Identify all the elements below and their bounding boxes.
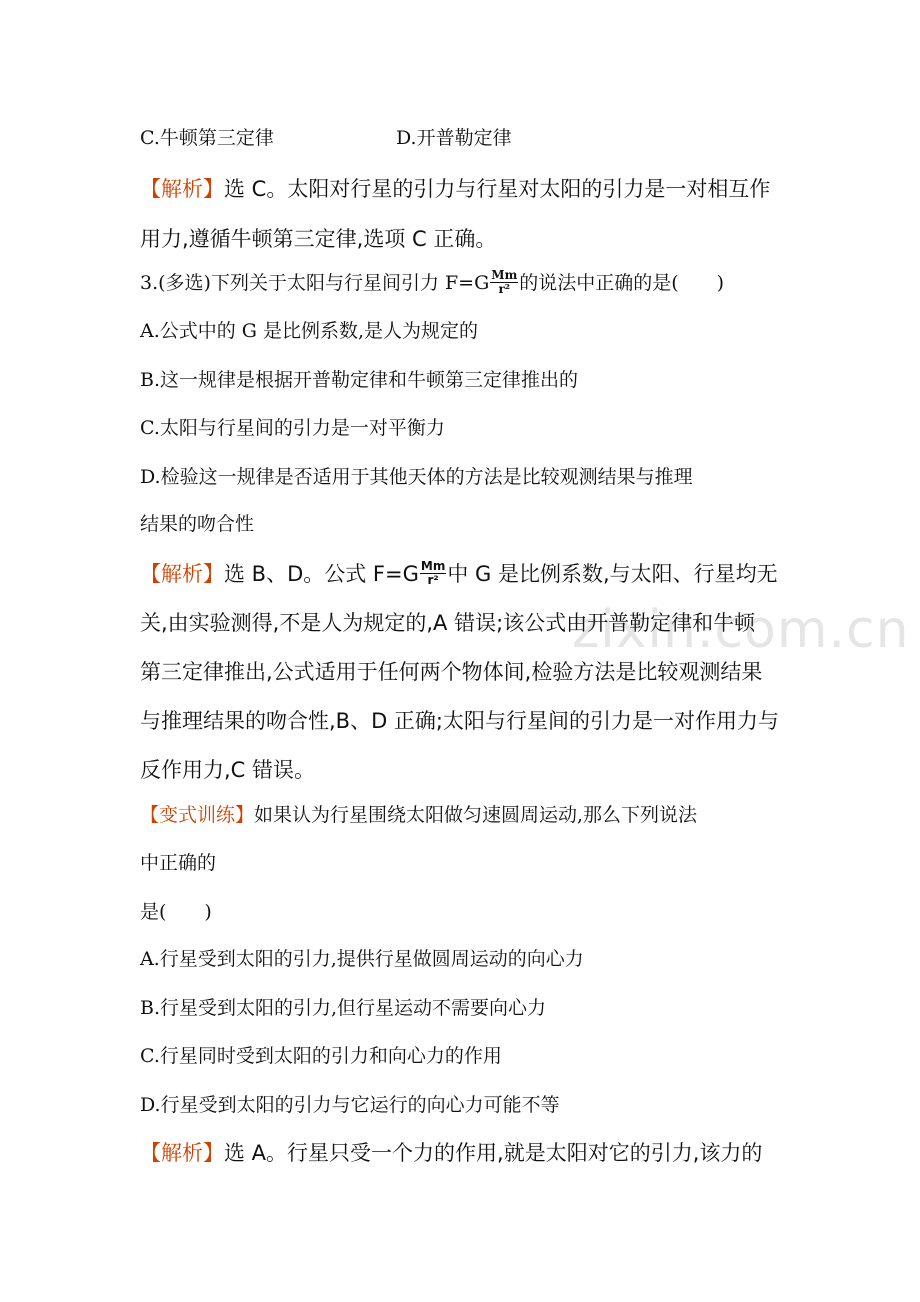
watermark: zixin.com.cn bbox=[572, 600, 910, 660]
fraction-numerator: Mm bbox=[491, 267, 518, 282]
variant-line-2: 中正确的 bbox=[140, 852, 217, 874]
question-3-option-c: C.太阳与行星间的引力是一对平衡力 bbox=[140, 417, 445, 439]
answer-3-line-2: 关,由实验测得,不是人为规定的,A 错误;该公式由开普勒定律和牛顿 bbox=[140, 611, 756, 635]
answer-1-line-2: 用力,遵循牛顿第三定律,选项 C 正确。 bbox=[140, 227, 497, 251]
option-line-c-d bbox=[140, 123, 512, 150]
variant-option-b: B.行星受到太阳的引力,但行星运动不需要向心力 bbox=[140, 997, 547, 1019]
option-c: C.牛顿第三定律 bbox=[140, 127, 274, 149]
fraction-denominator: r² bbox=[498, 281, 511, 296]
question-3-prefix: 3.(多选)下列关于太阳与行星间引力 F=G bbox=[140, 272, 490, 294]
answer-1-line-1 bbox=[140, 173, 770, 203]
fraction-denominator: r² bbox=[427, 572, 439, 587]
analysis-tag: 【解析】 bbox=[140, 177, 224, 201]
question-3-option-a: A.公式中的 G 是比例系数,是人为规定的 bbox=[140, 320, 479, 342]
answer-3-suffix: 中 G 是比例系数,与太阳、行星均无 bbox=[447, 562, 778, 586]
variant-line-3: 是( ) bbox=[140, 901, 212, 923]
formula-fraction bbox=[490, 269, 518, 296]
question-3-suffix: 的说法中正确的是( ) bbox=[519, 272, 725, 294]
question-3-option-d-line-1: D.检验这一规律是否适用于其他天体的方法是比较观测结果与推理 bbox=[140, 466, 693, 488]
answer-4-line-1 bbox=[140, 1137, 762, 1167]
answer-3-line-3: 第三定律推出,公式适用于任何两个物体间,检验方法是比较观测结果 bbox=[140, 660, 763, 684]
variant-option-a: A.行星受到太阳的引力,提供行星做圆周运动的向心力 bbox=[140, 948, 584, 970]
option-d: D.开普勒定律 bbox=[396, 127, 512, 149]
analysis-tag: 【解析】 bbox=[140, 1141, 224, 1165]
variant-line-1 bbox=[140, 800, 697, 827]
analysis-tag: 【解析】 bbox=[140, 562, 224, 586]
variant-tag: 【变式训练】 bbox=[140, 804, 255, 826]
question-3-stem bbox=[140, 268, 724, 298]
fraction-numerator: Mm bbox=[420, 558, 446, 573]
question-3-option-d-line-2: 结果的吻合性 bbox=[140, 513, 255, 535]
variant-option-c: C.行星同时受到太阳的引力和向心力的作用 bbox=[140, 1045, 502, 1067]
answer-1-text: 选 C。太阳对行星的引力与行星对太阳的引力是一对相互作 bbox=[224, 177, 771, 201]
formula-fraction bbox=[420, 560, 446, 587]
answer-3-prefix: 选 B、D。公式 F=G bbox=[224, 562, 419, 586]
answer-3-line-5: 反作用力,C 错误。 bbox=[140, 758, 316, 782]
answer-3-line-1 bbox=[140, 558, 778, 589]
question-3-option-b: B.这一规律是根据开普勒定律和牛顿第三定律推出的 bbox=[140, 369, 579, 391]
variant-option-d: D.行星受到太阳的引力与它运行的向心力可能不等 bbox=[140, 1094, 560, 1116]
answer-4-text: 选 A。行星只受一个力的作用,就是太阳对它的引力,该力的 bbox=[224, 1141, 763, 1165]
variant-text: 如果认为行星围绕太阳做匀速圆周运动,那么下列说法 bbox=[254, 804, 698, 826]
answer-3-line-4: 与推理结果的吻合性,B、D 正确;太阳与行星间的引力是一对作用力与 bbox=[140, 709, 780, 733]
